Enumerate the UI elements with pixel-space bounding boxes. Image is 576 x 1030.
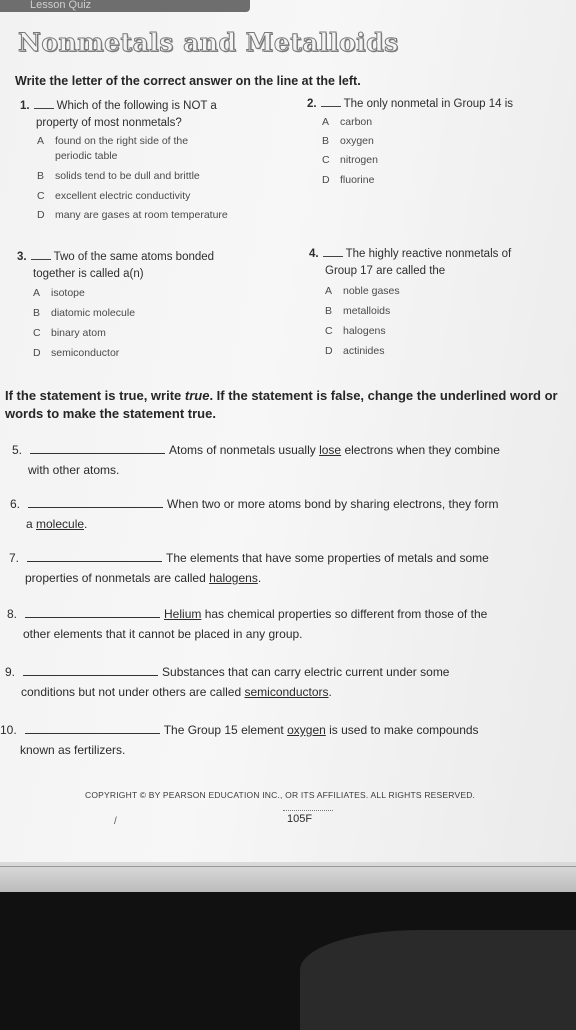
option-1a: A found on the right side of the periodic table — [37, 135, 189, 162]
option-4d: D actinides — [325, 345, 385, 357]
answer-line[interactable] — [28, 495, 163, 508]
option-3b: B diatomic molecule — [33, 307, 136, 319]
question-3: 3. Two of the same atoms bonded together is called a(n) — [17, 251, 215, 280]
option-2c: C nitrogen — [322, 154, 378, 166]
option-2a: A carbon — [322, 116, 373, 128]
desk-line — [0, 866, 576, 867]
dark-shadow — [300, 930, 576, 1030]
answer-line[interactable] — [25, 605, 160, 618]
option-4b: B metalloids — [325, 305, 391, 317]
instructions-part2: If the statement is true, write true. If the statement is false, change the underlined word or words to make the statement true. — [5, 388, 558, 421]
answer-blank[interactable] — [323, 246, 343, 257]
question-number: 1. — [20, 100, 30, 112]
statement-5: 5. Atoms of nonmetals usually lose electrons when they combine with other atoms. — [12, 443, 500, 477]
option-3c: C binary atom — [33, 327, 106, 339]
option-3d: D semiconductor — [33, 347, 120, 359]
statement-8: 8. Helium has chemical properties so different from those of the other elements that it cannot be placed in any group. — [7, 607, 488, 641]
answer-blank[interactable] — [34, 98, 54, 109]
option-4a: A noble gases — [325, 285, 400, 297]
option-2b: B oxygen — [322, 135, 374, 147]
statement-7: 7. The elements that have some properties of metals and some properties of nonmetals are called halogens. — [9, 551, 489, 585]
statement-6: 6. When two or more atoms bond by sharing electrons, they form a molecule. — [10, 497, 499, 531]
page-title: Nonmetals and Metalloids — [18, 28, 399, 57]
answer-blank[interactable] — [321, 96, 341, 107]
answer-blank[interactable] — [31, 249, 51, 260]
question-2: 2. The only nonmetal in Group 14 is — [307, 98, 513, 110]
copyright-notice: COPYRIGHT © BY PEARSON EDUCATION INC., OR ITS AFFILIATES. ALL RIGHTS RESERVED. — [85, 790, 476, 800]
question-1: 1. Which of the following is NOT a property of most nonmetals? — [20, 100, 217, 129]
answer-line[interactable] — [23, 663, 158, 676]
answer-line[interactable] — [27, 549, 162, 562]
lesson-quiz-tab: Lesson Quiz — [0, 0, 250, 12]
option-1b: B solids tend to be dull and brittle — [37, 170, 200, 182]
statement-9: 9. Substances that can carry electric current under some conditions but not under others are called semiconductors. — [5, 665, 450, 699]
statement-10: 10. The Group 15 element oxygen is used to make compounds known as fertilizers. — [0, 723, 479, 757]
pen-mark: / — [114, 816, 117, 827]
page-number: 105F — [287, 813, 313, 825]
answer-line[interactable] — [30, 441, 165, 454]
option-3a: A isotope — [33, 287, 85, 299]
option-4c: C halogens — [325, 325, 386, 337]
instructions-part1: Write the letter of the correct answer on the line at the left. — [15, 74, 361, 88]
answer-line[interactable] — [25, 721, 160, 734]
option-2d: D fluorine — [322, 174, 375, 186]
question-4: 4. The highly reactive nonmetals of Group 17 are called the — [309, 248, 512, 277]
option-1c: C excellent electric conductivity — [37, 190, 191, 202]
option-1d: D many are gases at room temperature — [37, 209, 228, 221]
